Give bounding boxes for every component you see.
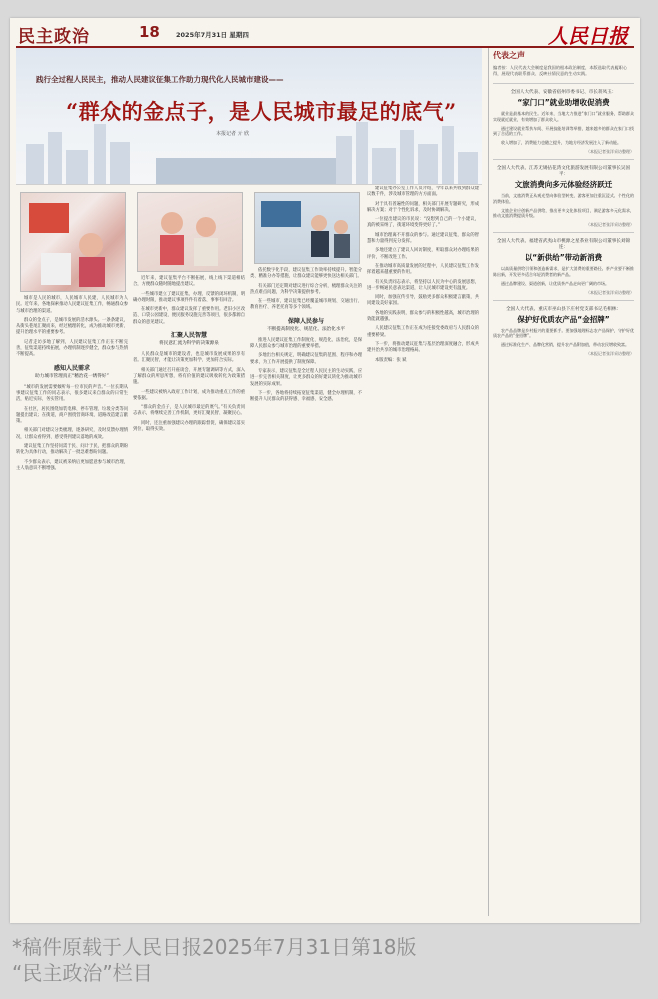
sidebar-head-4: 保护好优质农产品“金招牌” <box>517 314 610 324</box>
article-kicker: 践行全过程人民民主，推动人民建议征集工作助力现代化人民城市建设—— <box>36 75 284 84</box>
sidebar-rep-4: 全国人大代表、重庆市巫山县下庄村党支部书记毛相林： <box>506 306 621 312</box>
news-photo-meeting <box>254 192 360 264</box>
article-byline: 本报记者 亓 欣 <box>216 131 250 137</box>
article-column-3: 依托数字化手段，建议征集工作效率持续提升。智能分类、精准分办等措施，让群众建议能够更快送达相关部门。 有关部门还定期对建议进行综合分析，梳理群众关注的热点难点问题，为科学决策提供参考。 在一些城市，建议征集已经覆盖城市规划、交通出行、教育医疗、养老托育等多个领域。 保障人民参与 不断提高制度化、规范化、法治化水平 推进人民建议征集工作制度化、规范化、法治化，是保障人民群众参与城市治理的重要举措。 多地出台相关规定，明确建议征集的范围、程序和办理要求，为工作开展提供了制度保障。 专家表示，建议征集是全过程人民民主的生动实践，应进一步完善相关制度，让更多群众的好建议转化为推动城市发展的实际成果。 下一步，各地将持续拓宽征集渠道，健全办理机制，不断提升人民群众的获得感、幸福感、安全感。 <box>250 186 362 916</box>
subhead-3: 保障人民参与 不断提高制度化、规范化、法治化水平 <box>266 317 346 332</box>
sidebar-rep-3: 全国人大代表、福建省武夷山市桃源之星茶业有限公司董事长刘锦连： <box>496 239 631 251</box>
newspaper-logo: 人民日报 <box>548 24 628 48</box>
main-article <box>16 48 482 916</box>
sidebar-source-1: （本报记者张洋采访整理） <box>586 148 634 154</box>
sidebar-column: 代表之声 编者按：人民代表大会制度是我国的根本政治制度，本版选取代表履职心得，展现代表联系群众、反映社情民意的生动实践。 全国人大代表、安徽省宿州市委书记、市长蒋凤玉： “家门口”就业助增收促消费 就业是最基本的民生。近年来，当地大力推进“家门口”就业服务，帮助群众实现就近就业，有效增加了群众收入。 通过建设就业帮扶车间、开展技能培训等举措，越来越多的群众在家门口找到了合适的工作。 收入增加了，消费能力也随之提升，为地方经济发展注入了新动能。 （本报记者张洋采访整理） 全国人大代表、江苏无锡拈花湾文化旅游发展有限公司董事长吴国平： 文旅消费向多元体验经济跃迁 当前，文旅消费正从观光型向体验型转变，游客更加注重沉浸式、个性化的消费体验。 文旅企业应创新产品供给，推出更多文化体验项目，满足游客多元化需求，推动文旅消费提质升级。 （本报记者张洋采访整理） 全国人大代表、福建省武夷山市桃源之星茶业有限公司董事长刘锦连： 以“新供给”带动新消费 以高质量供给引领和创造新需求，是扩大消费的重要路径。茶产业要不断推陈出新，开发更多适合年轻消费者的新产品。 通过品牌建设、渠道创新，让优质茶产品走向更广阔的市场。 （本报记者张洋采访整理） 全国人大代表、重庆市巫山县下庄村党支部书记毛相林： 保护好优质农产品“金招牌” 农产品品牌是乡村振兴的重要抓手。要加强地理标志农产品保护，守护好优质农产品的“金招牌”。 通过标准化生产、品牌化营销，提升农产品附加值，带动农民增收致富。 （本报记者张洋采访整理） <box>488 48 634 916</box>
subhead-2: 汇聚人民智慧 将民意汇流为科学的决策源泉 <box>159 332 219 347</box>
page-number: 18 <box>139 23 160 41</box>
news-photo-children <box>137 192 243 272</box>
news-photo-girl <box>20 192 126 292</box>
article-headline: “群众的金点子，是人民城市最足的底气” <box>66 99 457 124</box>
sidebar-head-2: 文旅消费向多元体验经济跃迁 <box>514 179 613 189</box>
sidebar-intro: 编者按：人民代表大会制度是我国的根本政治制度，本版选取代表履职心得，展现代表联系群众、反映社情民意的生动实践。 <box>493 65 628 76</box>
sidebar-rep-2: 全国人大代表、江苏无锡拈花湾文化旅游发展有限公司董事长吴国平： <box>496 165 631 177</box>
section-name: 民主政治 <box>18 27 90 47</box>
subhead-1: 感知人民需求 助力城市管理真正“精治花一绣得好” <box>35 364 109 379</box>
sidebar-source-2: （本报记者张洋采访整理） <box>586 222 634 228</box>
sidebar-source-4: （本报记者张洋采访整理） <box>586 350 634 356</box>
article-banner <box>16 48 482 185</box>
article-column-2: 近年来，建议征集平台不断拓展，线上线下渠道相结合，方便群众随时随地提出建议。 一些城市建立了建议征集、办理、反馈的闭环机制，明确办理时限，推动建议事项件件有着落、事事有回音。 在城市更新中，群众建议发挥了重要作用。老旧小区改造、口袋公园建设、便民服务设施完善等项目，很多都源自群众的意见建议。 汇聚人民智慧 将民意汇流为科学的决策源泉 人民群众是城市的建设者，也是城市发展成果的享有者。汇聚民智，才能让决策更加科学、更加符合实际。 相关部门通过召开座谈会、开展专题调研等方式，深入了解群众的所思所想，将有价值的建议吸收转化为政策措施。 一些建议被纳入政府工作计划，成为推动重点工作的重要依据。 “群众的金点子，是人民城市最足的底气。”有关负责同志表示，将继续完善工作机制，更好汇聚民智、凝聚民心。 同时，还注重加强建议办理的跟踪督促，确保建议落实到位，取得实效。 <box>133 186 245 916</box>
masthead <box>16 22 634 48</box>
issue-date: 2025年7月31日 星期四 <box>176 31 249 39</box>
sidebar-title: 代表之声 <box>493 51 525 60</box>
caption-line-2: “民主政治”栏目 <box>12 961 153 985</box>
sidebar-head-3: 以“新供给”带动新消费 <box>524 253 603 263</box>
sidebar-head-1: “家门口”就业助增收促消费 <box>517 98 610 107</box>
newspaper-page <box>10 18 640 923</box>
article-column-4: 建议征集办公室工作人员介绍，今年以来共收到群众建议数千件，涉及城市管理的方方面面。 对于具有普遍性的问题，相关部门开展专题研究，形成解决方案；对于个性化诉求，及时协调解决。 一位提出建议的市民说：“没想到自己的一个小建议，真的被采纳了，街道环境变得更好了。” 城市治理离不开群众的参与。通过建议征集，群众的智慧和力量得到充分发挥。 多地还建立了建议人回访制度，听取群众对办理结果的评价，不断改进工作。 在推动城市高质量发展的过程中，人民建议征集工作发挥着越来越重要的作用。 有关负责同志表示，将坚持以人民为中心的发展思想，进一步畅通民意表达渠道，让人民城市建设更有温度。 同时，加强宣传引导，鼓励更多群众积极建言献策，共同建设美好家园。 各地的实践表明，群众参与的积极性越高，城市治理的效能就越强。 人民建议征集工作正在成为连接党委政府与人民群众的重要桥梁。 下一步，将推动建议征集与基层治理深度融合，形成共建共治共享的城市治理格局。 本版责编：张 斌 <box>367 186 479 363</box>
article-column-1: 城市是人民的城市，人民城市人民建，人民城市为人民。近年来，各地探索推动人民建议征集工作，畅通群众参与城市治理的渠道。 群众的金点子，是城市发展的活水源头。一条条建议，从街头巷尾汇聚而来，经过梳理转化，成为推动城市更新、提升治理水平的重要参考。 记者走访多地了解到，人民建议征集工作正在不断完善，征集渠道持续拓展，办理机制逐步健全，群众参与热情不断提高。 感知人民需求 助力城市管理真正“精治花一绣得好” “城市的发展需要倾听每一位市民的声音。”一位长期从事建议征集工作的同志表示，很多建议来自群众的日常生活，贴近实际、务实管用。 在社区，居民围绕加装电梯、停车管理、垃圾分类等问题提出建议；在街道，商户围绕营商环境、道路改造建言献策。 相关部门对建议分类梳理，逐条研究，及时反馈办理情况，让群众看得到、感受得到建议落地的成效。 建议征集工作坚持问需于民、问计于民，把群众的期盼转化为具体行动，推动解决了一批急难愁盼问题。 不少群众表示，建议被采纳后更加愿意参与城市治理，主人翁意识不断增强。 <box>16 186 128 916</box>
caption-line-1: *稿件原载于人民日报2025年7月31日第18版 <box>12 935 417 959</box>
source-caption <box>12 934 652 986</box>
sidebar-source-3: （本报记者张洋采访整理） <box>586 289 634 295</box>
sidebar-rep-1: 全国人大代表、安徽省宿州市委书记、市长蒋凤玉： <box>510 90 617 95</box>
